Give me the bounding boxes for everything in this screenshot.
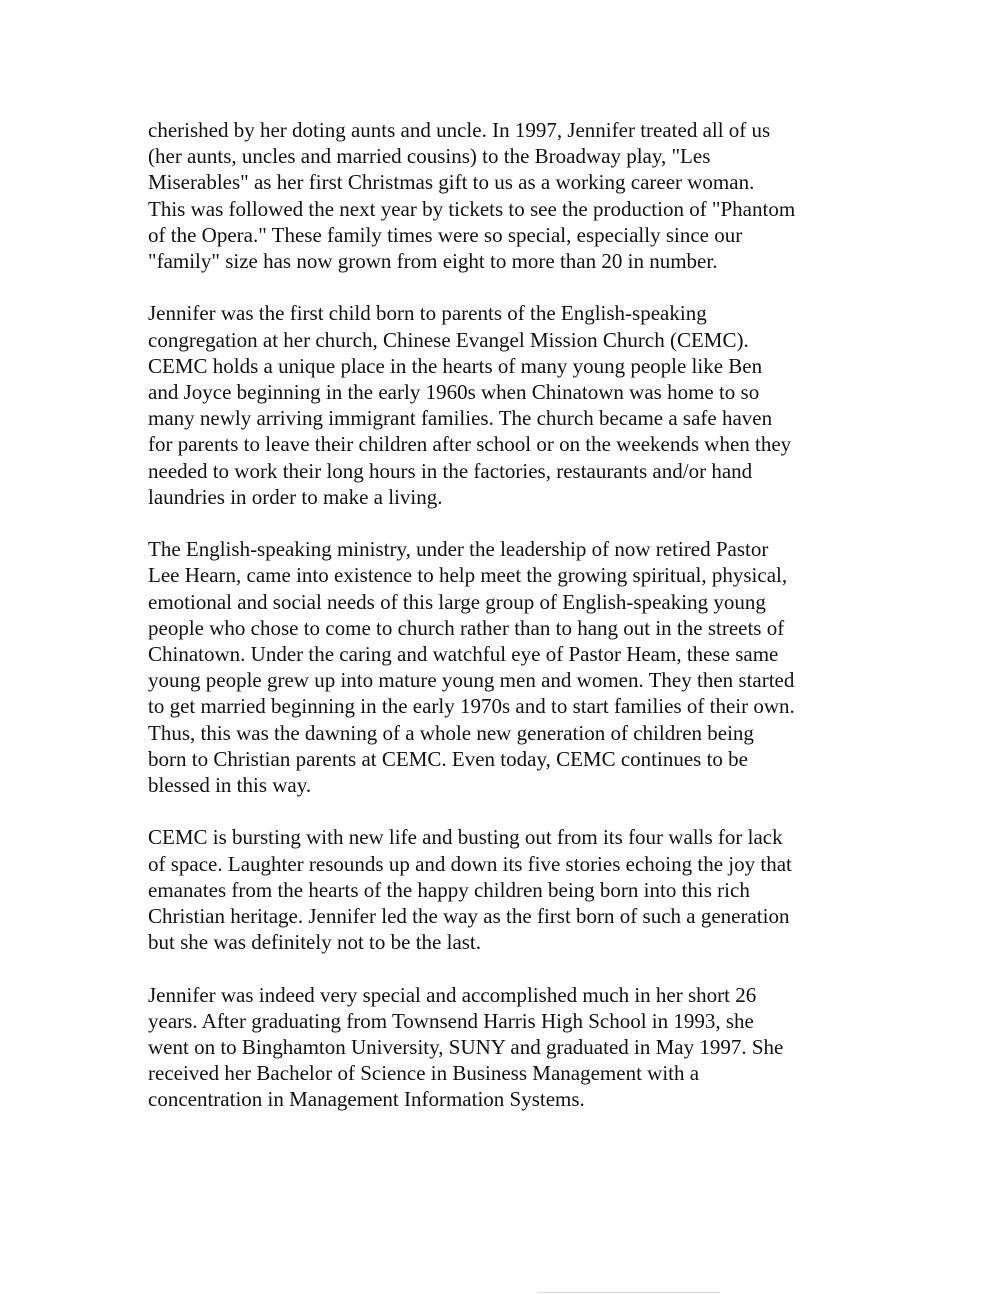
text-line: blessed in this way. (148, 773, 312, 798)
paragraph-4 (148, 824, 868, 955)
text-line: congregation at her church, Chinese Evangel Mission Church (CEMC). (148, 327, 749, 352)
text-line: CEMC holds a unique place in the hearts of many young people like Ben (148, 353, 763, 378)
text-line: cherished by her doting aunts and uncle. In 1997, Jennifer treated all of us (148, 118, 771, 142)
text-line: emanates from the hearts of the happy children being born into this rich (148, 877, 750, 902)
text-line: received her Bachelor of Science in Business Management with a (148, 1061, 700, 1086)
text-line: born to Christian parents at CEMC. Even today, CEMC continues to be (148, 746, 748, 771)
text-line: The English-speaking ministry, under the leadership of now retired Pastor (148, 537, 769, 562)
text-line: went on to Binghamton University, SUNY and graduated in May 1997. She (148, 1035, 784, 1060)
page-bottom-divider (538, 1292, 720, 1293)
text-line: emotional and social needs of this large group of English-speaking young (148, 589, 766, 614)
text-line: and Joyce beginning in the early 1960s when Chinatown was home to so (148, 380, 760, 405)
text-line: needed to work their long hours in the factories, restaurants and/or hand (148, 458, 753, 483)
text-line: "family" size has now grown from eight to more than 20 in number. (148, 249, 718, 274)
text-line: This was followed the next year by tickets to see the production of "Phantom (148, 196, 796, 221)
text-line: to get married beginning in the early 1970s and to start families of their own. (148, 694, 795, 719)
text-line: laundries in order to make a living. (148, 484, 443, 509)
text-line: concentration in Management Information Systems. (148, 1087, 585, 1112)
paragraph-1 (148, 117, 868, 274)
text-line: of the Opera." These family times were so special, especially since our (148, 222, 743, 247)
text-line: people who chose to come to church rather than to hang out in the streets of (148, 615, 785, 640)
text-line: young people grew up into mature young men and women. They then started (148, 668, 795, 693)
text-line: Miserables" as her first Christmas gift to us as a working career woman. (148, 170, 755, 195)
paragraph-3 (148, 536, 868, 798)
paragraph-5 (148, 982, 868, 1113)
text-line: of space. Laughter resounds up and down its five stories echoing the joy that (148, 851, 792, 876)
text-line: Thus, this was the dawning of a whole new generation of children being (148, 720, 754, 745)
text-line: Jennifer was the first child born to parents of the English-speaking (148, 301, 707, 326)
text-line: Lee Hearn, came into existence to help meet the growing spiritual, physical, (148, 563, 788, 588)
text-line: Jennifer was indeed very special and accomplished much in her short 26 (148, 982, 757, 1007)
text-line: (her aunts, uncles and married cousins) to the Broadway play, "Les (148, 144, 711, 169)
paragraph-2 (148, 300, 868, 510)
text-line: CEMC is bursting with new life and busting out from its four walls for lack (148, 825, 783, 850)
text-line: for parents to leave their children after school or on the weekends when they (148, 432, 792, 457)
text-line: Chinatown. Under the caring and watchful eye of Pastor Heam, these same (148, 642, 779, 667)
body-text (148, 117, 868, 1139)
text-line: but she was definitely not to be the last. (148, 930, 482, 955)
text-line: many newly arriving immigrant families. The church became a safe haven (148, 406, 773, 431)
text-line: Christian heritage. Jennifer led the way as the first born of such a generation (148, 904, 790, 929)
text-line: years. After graduating from Townsend Harris High School in 1993, she (148, 1008, 754, 1033)
